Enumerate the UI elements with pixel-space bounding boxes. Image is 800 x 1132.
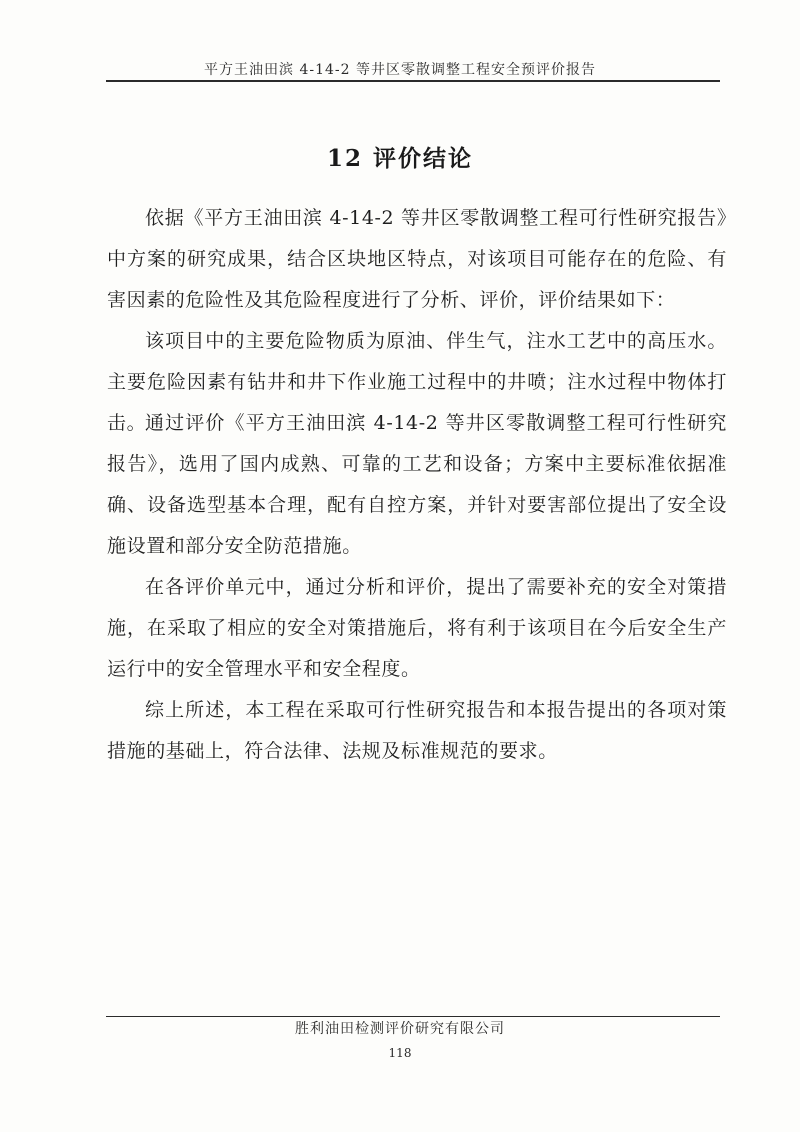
running-header: 平方王油田滨 4-14-2 等井区零散调整工程安全预评价报告	[204, 62, 596, 78]
page-number: 118	[388, 1046, 412, 1060]
paragraph-summary: 综上所述，本工程在采取可行性研究报告和本报告提出的各项对策措施的基础上，符合法律、法规及标准规范的要求。	[107, 699, 727, 762]
section-title: 12 评价结论	[326, 145, 473, 172]
paragraph-evaluation: 通过评价《平方王油田滨 4-14-2 等井区零散调整工程可行性研究报告》，选用了国内成熟、可靠的工艺和设备；方案中主要标准依据准确、设备选型基本合理，配有自控方案，并针对要害部位提出了安全设施设置和部分安全防范措施。	[107, 412, 727, 557]
paragraph-measures: 在各评价单元中，通过分析和评价，提出了需要补充的安全对策措施，在采取了相应的安全对策措施后，将有利于该项目在今后安全生产运行中的安全管理水平和安全程度。	[107, 576, 727, 680]
paragraph-hazards: 该项目中的主要危险物质为原油、伴生气，注水工艺中的高压水。主要危险因素有钻井和井下作业施工过程中的井喷；注水过程中物体打击。	[107, 330, 727, 434]
header-divider	[106, 80, 720, 82]
footer-divider	[106, 1016, 720, 1017]
paragraph-basis: 依据《平方王油田滨 4-14-2 等井区零散调整工程可行性研究报告》中方案的研究成果，结合区块地区特点，对该项目可能存在的危险、有害因素的危险性及其危险程度进行了分析、评价，评价结果如下：	[107, 207, 727, 311]
footer-company: 胜利油田检测评价研究有限公司	[295, 1021, 505, 1037]
